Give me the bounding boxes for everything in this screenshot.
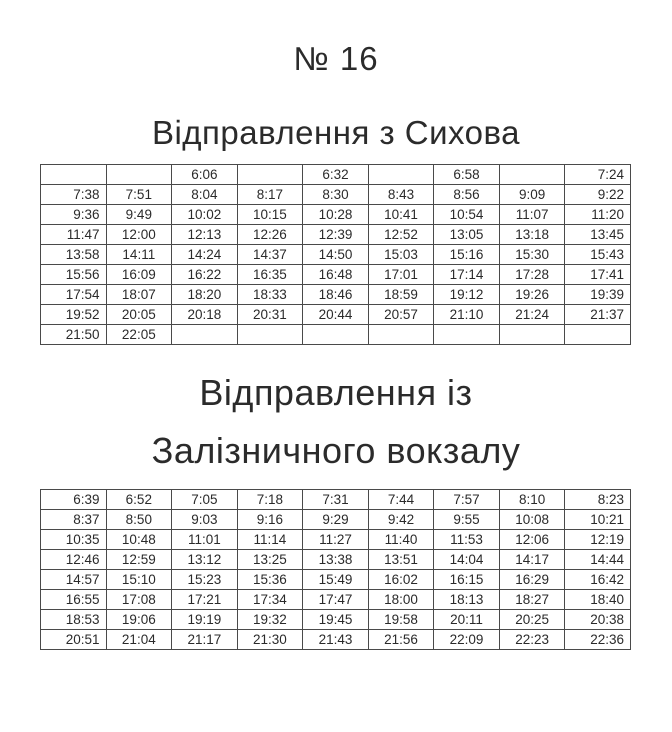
departure-time-cell: 19:26 xyxy=(499,285,565,305)
departure-time-cell: 13:05 xyxy=(434,225,500,245)
departure-time-cell: 16:35 xyxy=(237,265,303,285)
departure-time-cell: 7:38 xyxy=(41,185,107,205)
departure-time-cell: 13:45 xyxy=(565,225,631,245)
departure-time-cell: 16:55 xyxy=(41,590,107,610)
departure-time-cell: 12:19 xyxy=(565,530,631,550)
departure-time-cell: 6:39 xyxy=(41,490,107,510)
table-row xyxy=(41,225,631,245)
departure-time-cell: 17:41 xyxy=(565,265,631,285)
departure-time-cell: 15:36 xyxy=(237,570,303,590)
departure-time-cell: 20:44 xyxy=(303,305,369,325)
departure-time-cell xyxy=(565,325,631,345)
sykhiv-departures-title: Відправлення з Сихова xyxy=(151,114,521,151)
departure-time-cell: 10:41 xyxy=(368,205,434,225)
departure-time-cell: 12:26 xyxy=(237,225,303,245)
departure-time-cell: 17:47 xyxy=(303,590,369,610)
departure-time-cell: 15:16 xyxy=(434,245,500,265)
departure-time-cell: 16:02 xyxy=(368,570,434,590)
table-row xyxy=(41,510,631,530)
departure-time-cell: 12:13 xyxy=(172,225,238,245)
departure-time-cell: 19:06 xyxy=(106,610,172,630)
departure-time-cell: 20:31 xyxy=(237,305,303,325)
railway-station-departures-title-line2: Залізничного вокзалу xyxy=(151,430,521,471)
departure-time-cell: 21:17 xyxy=(172,630,238,650)
departure-time-cell: 14:37 xyxy=(237,245,303,265)
departure-time-cell: 20:57 xyxy=(368,305,434,325)
departure-time-cell: 21:04 xyxy=(106,630,172,650)
departure-time-cell: 13:18 xyxy=(499,225,565,245)
departure-time-cell: 11:07 xyxy=(499,205,565,225)
departure-time-cell: 14:50 xyxy=(303,245,369,265)
departure-time-cell: 11:47 xyxy=(41,225,107,245)
table-row xyxy=(41,610,631,630)
departure-time-cell: 8:10 xyxy=(499,490,565,510)
departure-time-cell: 13:38 xyxy=(303,550,369,570)
departure-time-cell: 16:48 xyxy=(303,265,369,285)
departure-time-cell: 20:05 xyxy=(106,305,172,325)
departure-time-cell: 15:56 xyxy=(41,265,107,285)
departure-time-cell: 19:39 xyxy=(565,285,631,305)
departure-time-cell: 18:33 xyxy=(237,285,303,305)
departure-time-cell: 11:20 xyxy=(565,205,631,225)
departure-time-cell: 17:08 xyxy=(106,590,172,610)
departure-time-cell xyxy=(303,325,369,345)
departure-time-cell: 18:40 xyxy=(565,590,631,610)
departure-time-cell: 11:40 xyxy=(368,530,434,550)
departure-time-cell: 19:12 xyxy=(434,285,500,305)
table-row xyxy=(41,285,631,305)
departure-time-cell: 21:37 xyxy=(565,305,631,325)
departure-time-cell: 12:39 xyxy=(303,225,369,245)
route-title: № 16 xyxy=(293,40,379,77)
departure-time-cell: 13:25 xyxy=(237,550,303,570)
departure-time-cell: 18:07 xyxy=(106,285,172,305)
departure-time-cell: 8:37 xyxy=(41,510,107,530)
departure-time-cell: 21:50 xyxy=(41,325,107,345)
departure-time-cell xyxy=(499,325,565,345)
departure-time-cell: 7:57 xyxy=(434,490,500,510)
departure-time-cell xyxy=(106,165,172,185)
departure-time-cell: 22:09 xyxy=(434,630,500,650)
departure-time-cell xyxy=(41,165,107,185)
departure-time-cell: 9:36 xyxy=(41,205,107,225)
departure-time-cell: 13:51 xyxy=(368,550,434,570)
departure-time-cell: 16:09 xyxy=(106,265,172,285)
departure-time-cell: 19:32 xyxy=(237,610,303,630)
table-row xyxy=(41,590,631,610)
departure-time-cell: 18:53 xyxy=(41,610,107,630)
departure-time-cell: 20:38 xyxy=(565,610,631,630)
departure-time-cell: 17:14 xyxy=(434,265,500,285)
railway-station-departures-title-line1: Відправлення із xyxy=(199,372,473,413)
departure-time-cell: 17:34 xyxy=(237,590,303,610)
departure-time-cell xyxy=(368,325,434,345)
departure-time-cell: 8:30 xyxy=(303,185,369,205)
departure-time-cell: 12:00 xyxy=(106,225,172,245)
departure-time-cell: 6:52 xyxy=(106,490,172,510)
departure-time-cell: 7:24 xyxy=(565,165,631,185)
departure-time-cell: 17:21 xyxy=(172,590,238,610)
departure-time-cell: 17:01 xyxy=(368,265,434,285)
departure-time-cell: 13:58 xyxy=(41,245,107,265)
departure-time-cell: 18:46 xyxy=(303,285,369,305)
departure-time-cell: 17:28 xyxy=(499,265,565,285)
departure-time-cell: 14:44 xyxy=(565,550,631,570)
departure-time-cell: 8:43 xyxy=(368,185,434,205)
departure-time-cell: 16:29 xyxy=(499,570,565,590)
departure-time-cell: 12:52 xyxy=(368,225,434,245)
departure-time-cell: 8:23 xyxy=(565,490,631,510)
departure-time-cell xyxy=(499,165,565,185)
railway-station-departures-table xyxy=(40,489,631,650)
departure-time-cell xyxy=(237,165,303,185)
departure-time-cell xyxy=(172,325,238,345)
departure-time-cell: 11:01 xyxy=(172,530,238,550)
departure-time-cell: 11:53 xyxy=(434,530,500,550)
departure-time-cell: 15:30 xyxy=(499,245,565,265)
departure-time-cell: 22:36 xyxy=(565,630,631,650)
departure-time-cell: 21:30 xyxy=(237,630,303,650)
departure-time-cell: 10:08 xyxy=(499,510,565,530)
departure-time-cell: 19:52 xyxy=(41,305,107,325)
departure-time-cell: 10:21 xyxy=(565,510,631,530)
departure-time-cell: 21:10 xyxy=(434,305,500,325)
table-row xyxy=(41,305,631,325)
departure-time-cell: 9:09 xyxy=(499,185,565,205)
departure-time-cell: 18:13 xyxy=(434,590,500,610)
departure-time-cell: 18:27 xyxy=(499,590,565,610)
table-row xyxy=(41,185,631,205)
departure-time-cell: 14:04 xyxy=(434,550,500,570)
departure-time-cell: 8:04 xyxy=(172,185,238,205)
departure-time-cell: 16:15 xyxy=(434,570,500,590)
departure-time-cell xyxy=(368,165,434,185)
departure-time-cell: 11:14 xyxy=(237,530,303,550)
departure-time-cell: 6:32 xyxy=(303,165,369,185)
departure-time-cell: 22:05 xyxy=(106,325,172,345)
departure-time-cell: 19:45 xyxy=(303,610,369,630)
departure-time-cell: 12:46 xyxy=(41,550,107,570)
departure-time-cell: 22:23 xyxy=(499,630,565,650)
departure-time-cell: 8:17 xyxy=(237,185,303,205)
departure-time-cell: 20:18 xyxy=(172,305,238,325)
departure-time-cell: 9:55 xyxy=(434,510,500,530)
departure-time-cell: 14:11 xyxy=(106,245,172,265)
departure-time-cell: 15:10 xyxy=(106,570,172,590)
departure-time-cell: 14:17 xyxy=(499,550,565,570)
table-row xyxy=(41,245,631,265)
departure-time-cell: 20:51 xyxy=(41,630,107,650)
table-row xyxy=(41,550,631,570)
departure-time-cell: 10:02 xyxy=(172,205,238,225)
sykhiv-departures-table xyxy=(40,164,631,345)
departure-time-cell: 20:11 xyxy=(434,610,500,630)
departure-time-cell: 18:20 xyxy=(172,285,238,305)
departure-time-cell: 15:23 xyxy=(172,570,238,590)
table-row xyxy=(41,205,631,225)
table-row xyxy=(41,570,631,590)
departure-time-cell: 6:06 xyxy=(172,165,238,185)
departure-time-cell: 14:24 xyxy=(172,245,238,265)
departure-time-cell: 9:16 xyxy=(237,510,303,530)
departure-time-cell: 14:57 xyxy=(41,570,107,590)
departure-time-cell xyxy=(434,325,500,345)
departure-time-cell: 19:19 xyxy=(172,610,238,630)
departure-time-cell: 7:51 xyxy=(106,185,172,205)
departure-time-cell: 7:05 xyxy=(172,490,238,510)
departure-time-cell: 16:42 xyxy=(565,570,631,590)
departure-time-cell: 12:06 xyxy=(499,530,565,550)
departure-time-cell: 11:27 xyxy=(303,530,369,550)
departure-time-cell: 7:44 xyxy=(368,490,434,510)
table-row xyxy=(41,265,631,285)
departure-time-cell: 13:12 xyxy=(172,550,238,570)
departure-time-cell: 17:54 xyxy=(41,285,107,305)
departure-time-cell: 9:49 xyxy=(106,205,172,225)
departure-time-cell: 6:58 xyxy=(434,165,500,185)
departure-time-cell: 9:22 xyxy=(565,185,631,205)
departure-time-cell: 7:31 xyxy=(303,490,369,510)
departure-time-cell: 10:28 xyxy=(303,205,369,225)
table-row xyxy=(41,165,631,185)
departure-time-cell: 10:48 xyxy=(106,530,172,550)
departure-time-cell: 10:54 xyxy=(434,205,500,225)
departure-time-cell: 16:22 xyxy=(172,265,238,285)
departure-time-cell: 20:25 xyxy=(499,610,565,630)
departure-time-cell: 7:18 xyxy=(237,490,303,510)
table-row xyxy=(41,630,631,650)
departure-time-cell: 8:50 xyxy=(106,510,172,530)
departure-time-cell: 10:35 xyxy=(41,530,107,550)
departure-time-cell: 12:59 xyxy=(106,550,172,570)
departure-time-cell: 18:59 xyxy=(368,285,434,305)
table-row xyxy=(41,530,631,550)
departure-time-cell: 15:03 xyxy=(368,245,434,265)
departure-time-cell xyxy=(237,325,303,345)
departure-time-cell: 8:56 xyxy=(434,185,500,205)
departure-time-cell: 10:15 xyxy=(237,205,303,225)
departure-time-cell: 15:43 xyxy=(565,245,631,265)
departure-time-cell: 9:03 xyxy=(172,510,238,530)
departure-time-cell: 15:49 xyxy=(303,570,369,590)
departure-time-cell: 21:43 xyxy=(303,630,369,650)
departure-time-cell: 19:58 xyxy=(368,610,434,630)
departure-time-cell: 9:29 xyxy=(303,510,369,530)
departure-time-cell: 21:56 xyxy=(368,630,434,650)
departure-time-cell: 9:42 xyxy=(368,510,434,530)
departure-time-cell: 18:00 xyxy=(368,590,434,610)
table-row xyxy=(41,490,631,510)
departure-time-cell: 21:24 xyxy=(499,305,565,325)
table-row xyxy=(41,325,631,345)
